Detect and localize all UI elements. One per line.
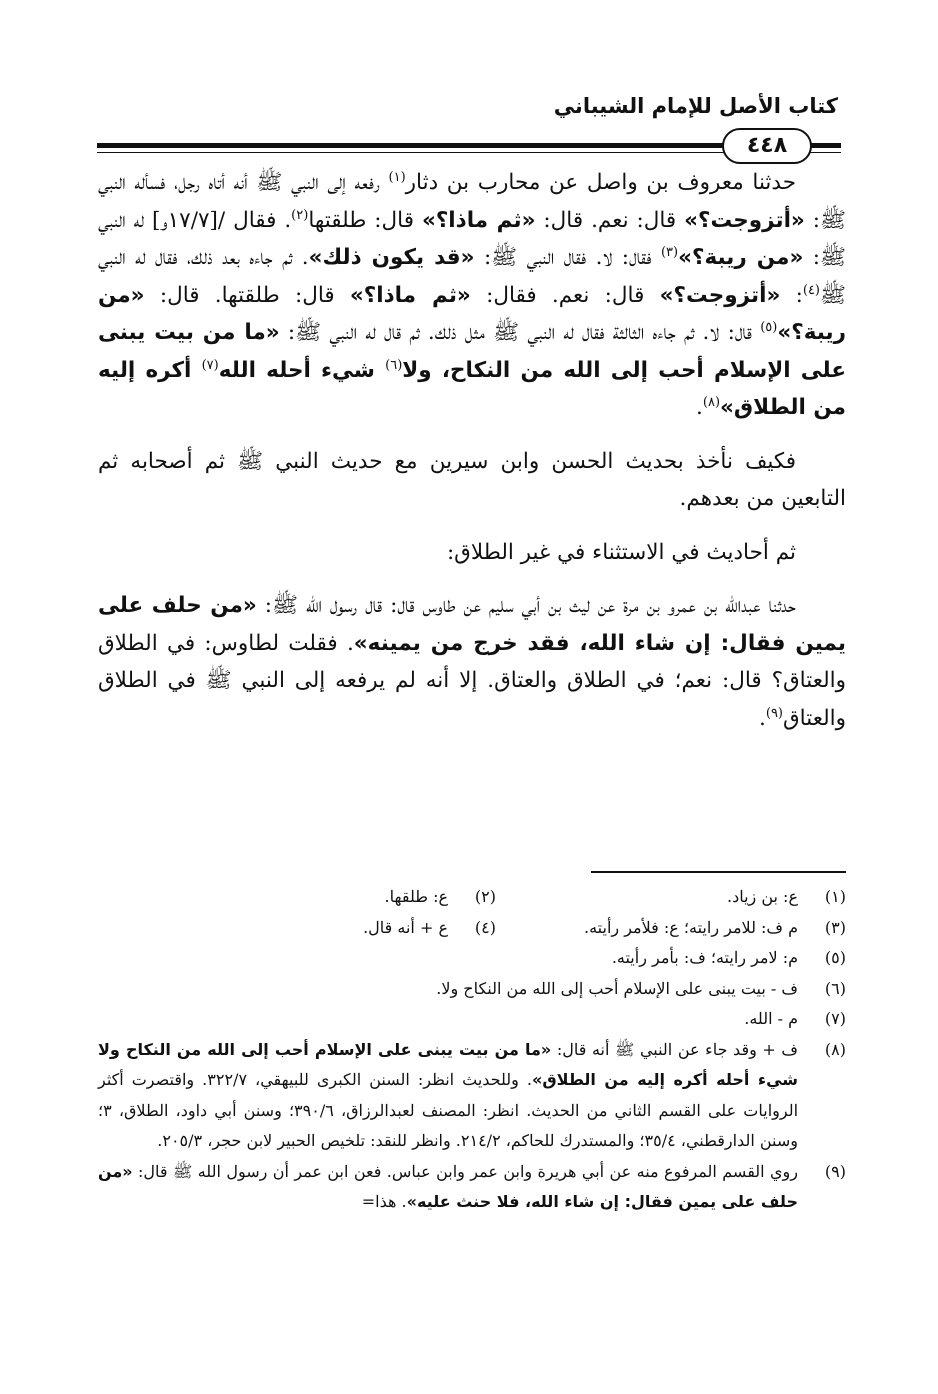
text-run: قال: نعم. فقال: [470,282,660,308]
footnote-number: (٢) [474,887,496,906]
footnote-number: (٣) [824,917,846,937]
bold-text: «ما من بيت يبنى على الإسلام أحب إلى الله من النكاح، ولا [98,320,847,383]
text-run: ثم أحاديث في الاستثناء في غير الطلاق: [446,539,796,565]
bold-text: «من ريبة؟» [98,282,846,345]
footnote-number: (٧) [824,1009,846,1028]
footnote-1 [496,882,846,913]
footnote-reference: (٩) [765,705,783,721]
footnote-text: ع + أنه قال. [363,917,448,937]
footnote-reference: (٤) [802,282,820,298]
footnotes [98,882,846,1218]
text-run: . فقلت لطاوس: في الطلاق والعتاق؟ قال: نعم؛ في الطلاق والعتاق. إلا أنه لم يرفعه إلى النبي ﷺ في الطلاق والعتاق [98,630,846,731]
footnote-text: ف - بيت يبنى على الإسلام أحب إلى الله من النكاح ولا. [436,978,798,998]
footnote-4 [363,913,496,944]
paragraph [98,587,846,737]
footnote-reference: (٣) [660,244,679,260]
text-run: ف + وقد جاء عن النبي ﷺ أنه قال: [551,1039,799,1059]
text-run: رفعه إلى النبي ﷺ أنه أتاه رجل، فسأله النبي ﷺ: [98,170,846,233]
text-run: . [759,705,766,731]
paragraph [98,164,846,427]
footnote-text: ع: طلقها. [384,887,448,906]
footnote-number: (١) [824,887,846,906]
footnote-separator [591,871,846,873]
text-run: قال: لا. ثم جاءه الثالثة فقال له النبي ﷺ مثل ذلك. ثم قال له النبي ﷺ: [279,320,761,345]
text-run: فكيف نأخذ بحديث الحسن وابن سيرين مع حديث النبي ﷺ ثم أصحابه ثم التابعين من بعدهم. [98,448,846,511]
footnote-reference: (٢) [291,207,309,223]
text-run: . وللحديث انظر: السنن الكبرى للبيهقي، ٣٢٢/٧. واقتصرت أكثر الروايات على القسم الثاني من الحديث. انظر: المصنف لعبدالرزاق، ٣٩٠/٦؛ وسنن أبي داود، الطلاق، ٣؛ وسنن الدارقطني، ٣٥/٤؛ والمستدرك للحاكم، ٢١٤/٢. وانظر للنقد: تلخيص الحبير لابن حجر، ٢٠٥/٣. [98,1070,799,1150]
footnote-9 [98,1157,846,1218]
text-run: . فقال /[١٧/٧و] له النبي ﷺ: [98,207,846,270]
text-run: حدثنا عبدالله بن عمرو بن مرة عن ليث بن أبي سليم عن طاوس قال: قال رسول الله ﷺ: [256,593,796,618]
footnote-text [98,1157,798,1218]
footnote-reference: (١) [388,169,406,185]
paragraph [98,443,846,518]
footnote-7 [98,1004,846,1035]
footnote-text [98,1035,798,1157]
footnote-number: (٨) [824,1039,846,1059]
footnote-number: (٤) [474,917,496,937]
footnote-text: م ف: للامر رايته؛ ع: فلأمر رأيته. [584,917,798,937]
footnote-text: م - الله. [744,1009,798,1028]
running-title: كتاب الأصل للإمام الشيباني [553,94,838,118]
bold-text: «ما من بيت يبنى على الإسلام أحب إلى الله من النكاح ولا شيء أحله أكره إليه من الطلاق» [98,1039,799,1089]
text-run: حدثنا معروف بن واصل عن محارب بن دثار [405,170,796,195]
text-run: : [780,282,803,308]
bold-text: أكره إليه من الطلاق» [98,357,846,420]
footnote-reference: (٥) [760,319,778,335]
footnote-number: (٩) [824,1161,846,1181]
footnote-8 [98,1035,846,1157]
text-run: قال: طلقتها [308,207,422,233]
bold-text: «أتزوجت؟» [684,207,805,233]
main-text [98,164,846,737]
bold-text: «ثم ماذا؟» [349,282,471,308]
footnote-pair [98,913,846,944]
footnote-6 [98,974,846,1005]
paragraph [98,534,846,572]
footnote-5 [98,943,846,974]
bold-text: «من حلف على يمين فقال: إن شاء الله، فلا حنث عليه» [98,1161,798,1211]
footnote-number: (٦) [824,978,846,998]
footnote-reference: (٦) [385,357,403,373]
text-run: روي القسم المرفوع منه عن أبي هريرة وابن عمر وابن عباس. فعن ابن عمر أن رسول الله ﷺ قال: [132,1161,798,1181]
text-run: . ثم جاءه بعد ذلك، فقال له النبي ﷺ [98,245,846,308]
footnote-3 [496,913,846,944]
text-run: . [696,395,703,420]
bold-text: «من حلف على يمين فقال: إن شاء الله، فقد خرج من يمينه» [98,593,846,656]
text-run: قال: طلقتها. قال: [144,282,350,308]
page-number: ٤٤٨ [722,128,812,164]
bold-text: «قد يكون ذلك» [308,245,475,270]
bold-text: «ثم ماذا؟» [421,207,536,233]
footnote-2 [385,882,496,913]
footnote-reference: (٨) [702,394,721,410]
footnote-reference: (٧) [201,357,219,373]
footnote-text: ع: بن زياد. [726,887,798,906]
footnote-pair [98,882,846,913]
bold-text: شيء أحله الله [218,357,386,383]
text-run: فقال: لا. فقال النبي ﷺ: [474,245,661,270]
footnote-number: (٥) [824,948,846,967]
bold-text: «من ريبة؟» [678,245,804,270]
text-run: قال: نعم. قال: [535,207,685,233]
footnote-text: م: لامر رايته؛ ف: بأمر رأيته. [611,948,798,967]
bold-text: «أتزوجت؟» [659,282,781,308]
text-run: . هذا= [361,1192,407,1211]
